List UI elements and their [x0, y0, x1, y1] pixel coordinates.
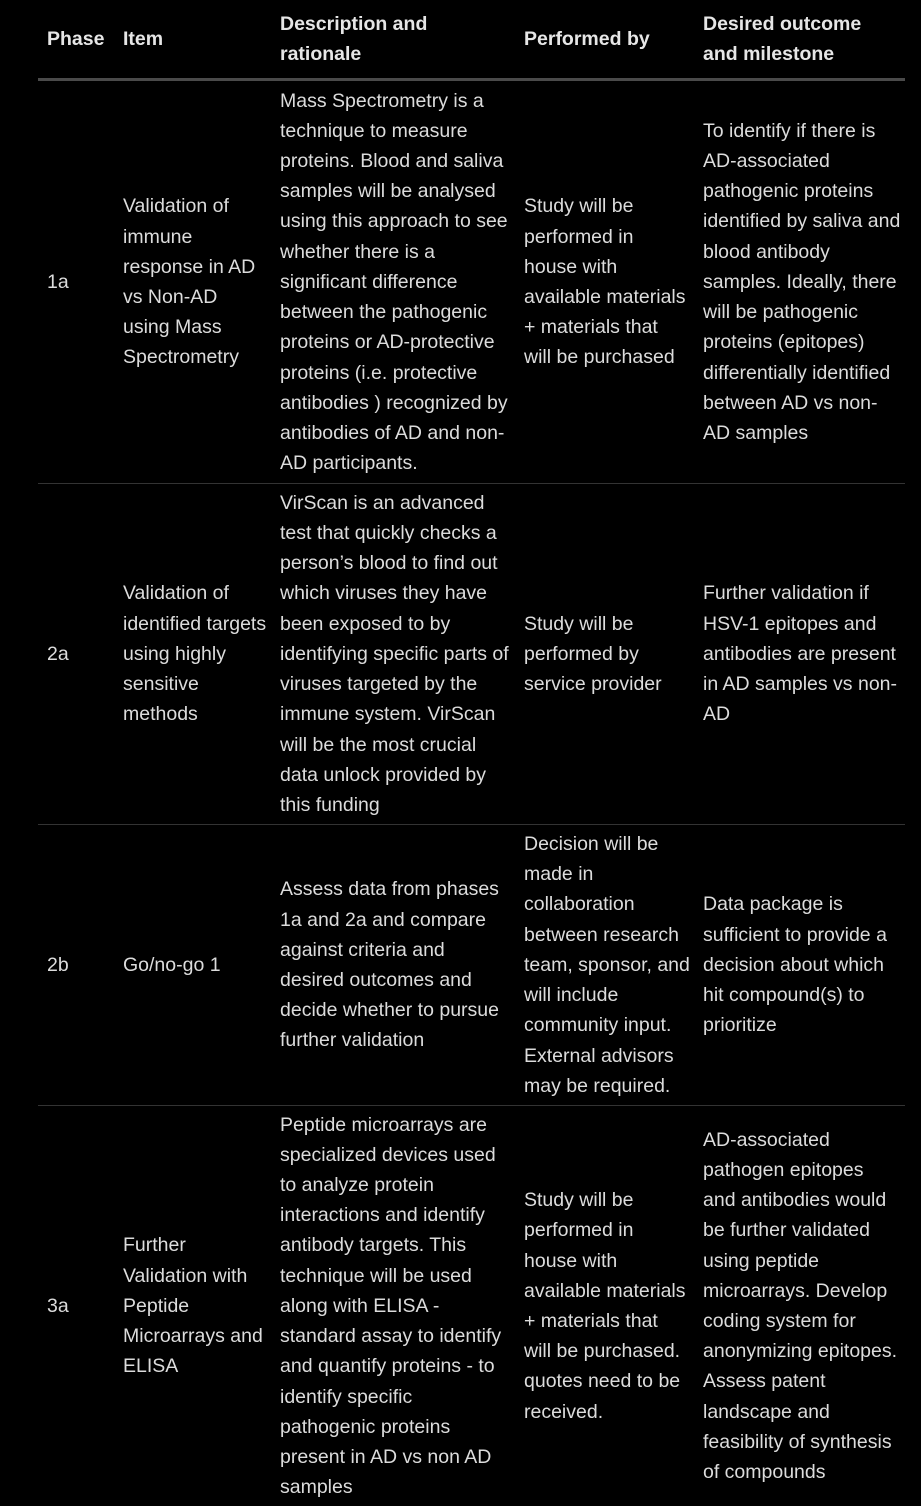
header-description: Description and rationale — [271, 0, 515, 80]
table-row — [38, 484, 905, 825]
cell-performed-by: Study will be performed in house with available materials + materials that will be purchased. quotes need to be received. — [515, 1106, 694, 1506]
header-phase: Phase — [38, 0, 114, 80]
cell-outcome: To identify if there is AD-associated pathogenic proteins identified by saliva and blood antibody samples. Ideally, there will be pathogenic proteins (epitopes) differentially identified between AD vs non-AD samples — [694, 80, 905, 484]
cell-phase: 2a — [38, 484, 114, 825]
header-row — [38, 0, 905, 80]
header-outcome: Desired outcome and milestone — [694, 0, 905, 80]
cell-phase: 3a — [38, 1106, 114, 1506]
table-row — [38, 1106, 905, 1506]
cell-phase: 2b — [38, 825, 114, 1106]
cell-item: Go/no-go 1 — [114, 825, 271, 1106]
cell-performed-by: Study will be performed by service provider — [515, 484, 694, 825]
cell-description: Mass Spectrometry is a technique to measure proteins. Blood and saliva samples will be analysed using this approach to see whether there is a significant difference between the pathogenic proteins or AD-protective proteins (i.e. protective antibodies ) recognized by antibodies of AD and non-AD participants. — [271, 80, 515, 484]
research-phases-table — [38, 0, 905, 1506]
cell-description: Peptide microarrays are specialized devices used to analyze protein interactions and identify antibody targets. This technique will be used along with ELISA - standard assay to identify and quantify proteins - to identify specific pathogenic proteins present in AD vs non AD samples — [271, 1106, 515, 1506]
cell-description: VirScan is an advanced test that quickly checks a person’s blood to find out which viruses they have been exposed to by identifying specific parts of viruses targeted by the immune system. VirScan will be the most crucial data unlock provided by this funding — [271, 484, 515, 825]
header-item: Item — [114, 0, 271, 80]
cell-performed-by: Study will be performed in house with available materials + materials that will be purchased — [515, 80, 694, 484]
cell-outcome: AD-associated pathogen epitopes and antibodies would be further validated using peptide microarrays. Develop coding system for anonymizing epitopes. Assess patent landscape and feasibility of synthesis of compounds — [694, 1106, 905, 1506]
cell-item: Further Validation with Peptide Microarrays and ELISA — [114, 1106, 271, 1506]
header-performed-by: Performed by — [515, 0, 694, 80]
cell-performed-by: Decision will be made in collaboration between research team, sponsor, and will include community input. External advisors may be required. — [515, 825, 694, 1106]
table-row — [38, 825, 905, 1106]
cell-description: Assess data from phases 1a and 2a and compare against criteria and desired outcomes and decide whether to pursue further validation — [271, 825, 515, 1106]
cell-phase: 1a — [38, 80, 114, 484]
cell-outcome: Further validation if HSV-1 epitopes and antibodies are present in AD samples vs non-AD — [694, 484, 905, 825]
cell-outcome: Data package is sufficient to provide a decision about which hit compound(s) to prioritize — [694, 825, 905, 1106]
table-row — [38, 80, 905, 484]
cell-item: Validation of identified targets using highly sensitive methods — [114, 484, 271, 825]
cell-item: Validation of immune response in AD vs Non-AD using Mass Spectrometry — [114, 80, 271, 484]
